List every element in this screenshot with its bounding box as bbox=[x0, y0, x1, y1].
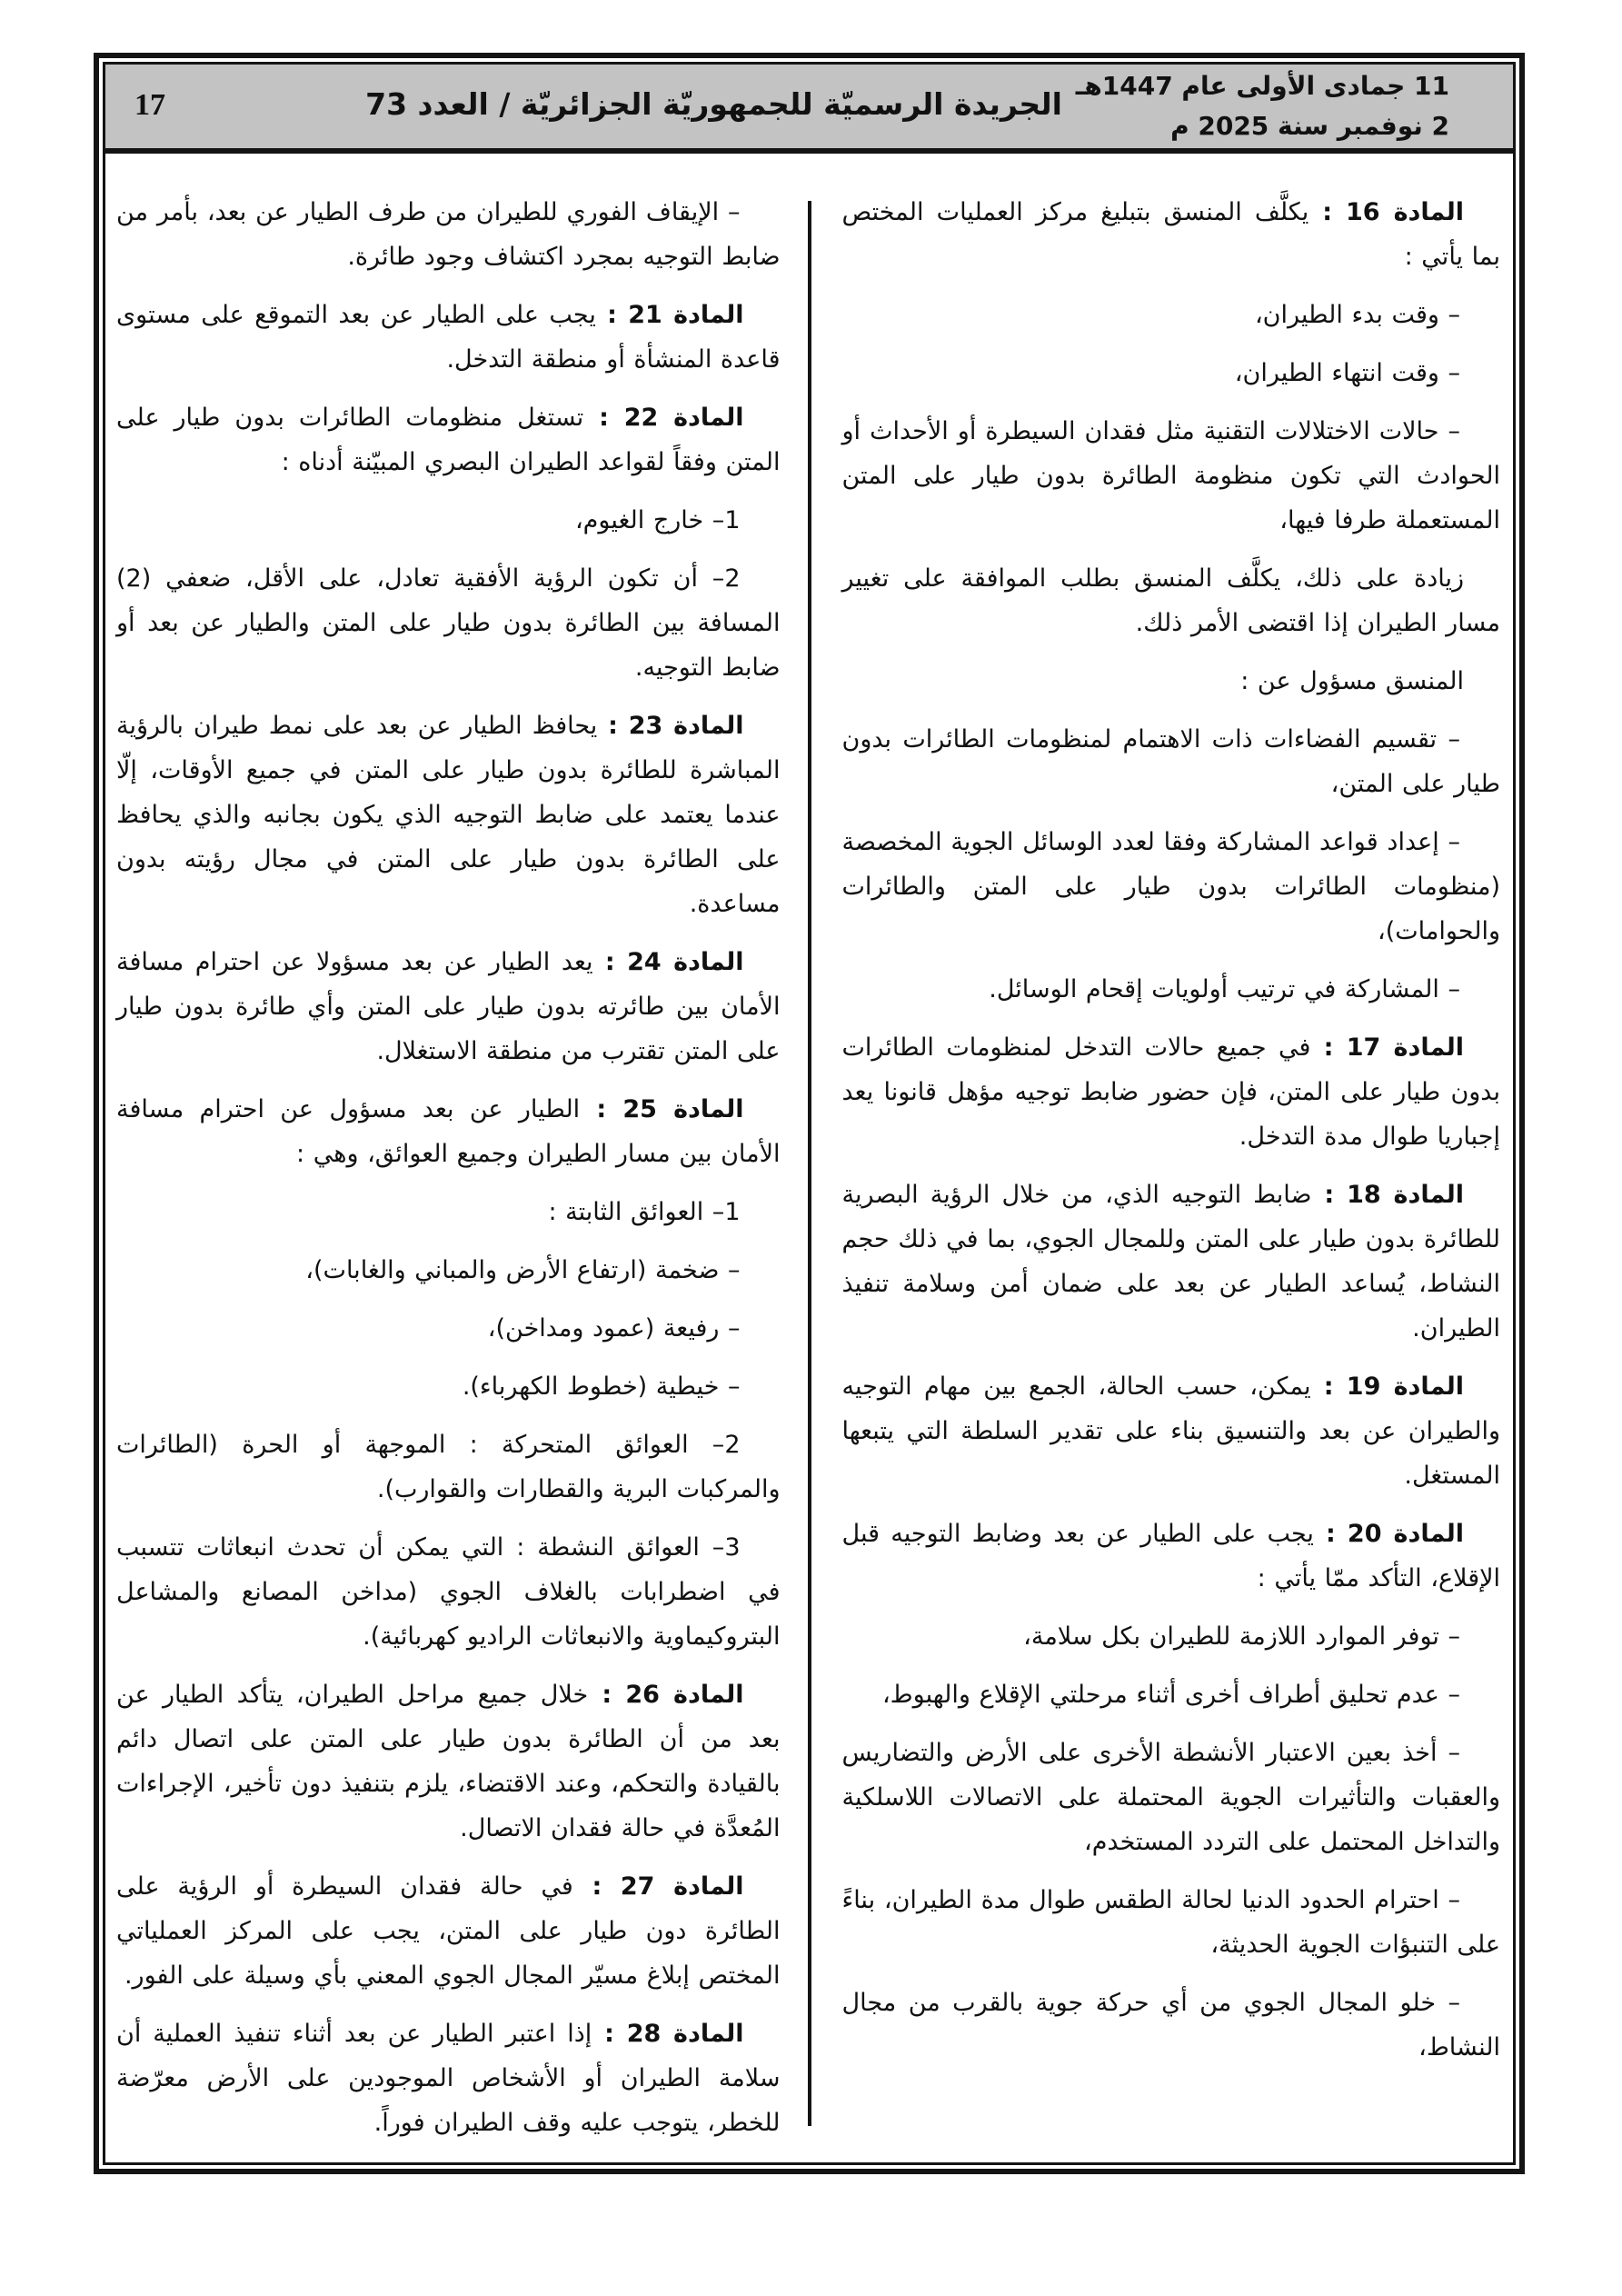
list-item-paragraph: – المشاركة في ترتيب أولويات إقحام الوسائل. bbox=[989, 975, 1460, 1003]
article-paragraph: المادة 17 : في جميع حالات التدخل لمنظومات الطائرات بدون طيار على المتن، فإن حضور ضابط توجيه مؤهل قانونا يعد إجباريا طوال مدة التدخل. bbox=[841, 1033, 1500, 1151]
article-number-label: المادة 25 : bbox=[580, 1095, 744, 1123]
article-number-label: المادة 28 : bbox=[592, 2020, 744, 2048]
page-number: 17 bbox=[134, 88, 165, 122]
article-paragraph: المادة 16 : يكلَّف المنسق بتبليغ مركز العمليات المختص بما يأتي : bbox=[841, 198, 1500, 271]
list-item-paragraph: – وقت بدء الطيران، bbox=[1254, 301, 1460, 329]
list-item-paragraph: 1– خارج الغيوم، bbox=[574, 506, 741, 534]
article-number-label: المادة 24 : bbox=[592, 948, 744, 976]
article-number-label: المادة 20 : bbox=[1313, 1520, 1464, 1548]
article-number-label: المادة 16 : bbox=[1309, 198, 1464, 226]
list-item-paragraph: – خلو المجال الجوي من أي حركة جوية بالقرب من مجال النشاط، bbox=[841, 1989, 1500, 2061]
article-paragraph: المادة 23 : يحافظ الطيار عن بعد على نمط طيران بالرؤية المباشرة للطائرة بدون طيار على المتن في جميع الأوقات، إلّا عندما يعتمد على ضابط التوجيه الذي يكون بجانبه والذي يحافظ على الطائرة بدون طيار على المتن في مجال رؤيته بدون مساعدة. bbox=[116, 712, 781, 918]
list-item-paragraph: – الإيقاف الفوري للطيران من طرف الطيار عن بعد، بأمر من ضابط التوجيه بمجرد اكتشاف وجود طائرة. bbox=[116, 198, 781, 271]
list-item-paragraph: – عدم تحليق أطراف أخرى أثناء مرحلتي الإقلاع والهبوط، bbox=[881, 1681, 1460, 1709]
page-header-band bbox=[105, 65, 1513, 154]
list-item-paragraph: – أخذ بعين الاعتبار الأنشطة الأخرى على الأرض والتضاريس والعقبات والتأثيرات الجوية المحتملة على الاتصالات اللاسلكية والتداخل المحتمل على التردد المستخدم، bbox=[841, 1739, 1500, 1856]
paragraph: زيادة على ذلك، يكلَّف المنسق بطلب الموافقة على تغيير مسار الطيران إذا اقتضى الأمر ذلك. bbox=[841, 564, 1500, 637]
article-paragraph: المادة 25 : الطيار عن بعد مسؤول عن احترام مسافة الأمان بين مسار الطيران وجميع العوائق، وهي : bbox=[116, 1095, 781, 1168]
issue-dates bbox=[1076, 66, 1449, 146]
article-paragraph: المادة 28 : إذا اعتبر الطيار عن بعد أثناء تنفيذ العملية أن سلامة الطيران أو الأشخاص الموجودين على الأرض معرّضة للخطر، يتوجب عليه وقف الطيران فوراً. bbox=[116, 2020, 781, 2137]
date-gregorian: 2 نوفمبر سنة 2025 م bbox=[1170, 111, 1449, 141]
list-item-paragraph: 2– أن تكون الرؤية الأفقية تعادل، على الأقل، ضعفي (2) المسافة بين الطائرة بدون طيار على المتن والطيار عن بعد أو ضابط التوجيه. bbox=[116, 564, 781, 682]
list-item-paragraph: – رفيعة (عمود ومداخن)، bbox=[487, 1314, 741, 1343]
list-item-paragraph: – تقسيم الفضاءات ذات الاهتمام لمنظومات الطائرات بدون طيار على المتن، bbox=[841, 725, 1500, 798]
page-outer-border bbox=[94, 53, 1525, 2174]
article-number-label: المادة 27 : bbox=[572, 1872, 744, 1901]
column-divider-rule bbox=[808, 201, 811, 2126]
article-paragraph: المادة 24 : يعد الطيار عن بعد مسؤولا عن احترام مسافة الأمان بين طائرته بدون طيار على المتن وأي طائرة بدون طيار على المتن تقترب من منطقة الاستغلال. bbox=[116, 948, 781, 1065]
article-number-label: المادة 19 : bbox=[1310, 1373, 1464, 1401]
column-left bbox=[105, 154, 810, 2162]
article-paragraph: المادة 26 : خلال جميع مراحل الطيران، يتأكد الطيار عن بعد من أن الطائرة بدون طيار على المتن على اتصال دائم بالقيادة والتحكم، وعند الاقتضاء، يلزم بتنفيذ دون تأخير، الإجراءات المُعدَّة في حالة فقدان الاتصال. bbox=[116, 1681, 781, 1842]
list-item-paragraph: – احترام الحدود الدنيا لحالة الطقس طوال مدة الطيران، بناءً على التنبؤات الجوية الحديثة، bbox=[841, 1886, 1500, 1959]
article-number-label: المادة 17 : bbox=[1310, 1033, 1464, 1062]
list-item-paragraph: – وقت انتهاء الطيران، bbox=[1234, 359, 1460, 387]
list-item-paragraph: 2– العوائق المتحركة : الموجهة أو الحرة (الطائرات والمركبات البرية والقطارات والقوارب). bbox=[116, 1431, 781, 1503]
list-item-paragraph: – خيطية (خطوط الكهرباء). bbox=[462, 1373, 741, 1401]
list-item-paragraph: 3– العوائق النشطة : التي يمكن أن تحدث انبعاثات تتسبب في اضطرابات بالغلاف الجوي (مداخن المصانع والمشاعل البتروكيماوية والانبعاثات الراديو كهربائية). bbox=[116, 1533, 781, 1651]
list-item-paragraph: – إعداد قواعد المشاركة وفقا لعدد الوسائل الجوية المخصصة (منظومات الطائرات بدون طيار على المتن والطائرات والحوامات)، bbox=[841, 828, 1500, 945]
list-item-paragraph: – توفر الموارد اللازمة للطيران بكل سلامة، bbox=[1023, 1622, 1460, 1651]
article-paragraph: المادة 21 : يجب على الطيار عن بعد التموقع على مستوى قاعدة المنشأة أو منطقة التدخل. bbox=[116, 301, 781, 374]
list-item-paragraph: 1– العوائق الثابتة : bbox=[548, 1198, 741, 1226]
gazette-title: الجريدة الرسميّة للجمهوريّة الجزائريّة / العدد 73 bbox=[365, 86, 1062, 122]
column-right bbox=[810, 154, 1514, 2162]
date-hijri: 11 جمادى الأولى عام 1447هـ bbox=[1075, 71, 1449, 101]
article-paragraph: المادة 22 : تستغل منظومات الطائرات بدون طيار على المتن وفقاً لقواعد الطيران البصري المبيّنة أدناه : bbox=[116, 404, 781, 476]
article-number-label: المادة 18 : bbox=[1311, 1181, 1464, 1209]
two-column-text-area bbox=[105, 154, 1513, 2162]
article-number-label: المادة 21 : bbox=[595, 301, 744, 329]
article-paragraph: المادة 20 : يجب على الطيار عن بعد وضابط التوجيه قبل الإقلاع، التأكد ممّا يأتي : bbox=[841, 1520, 1500, 1592]
list-item-paragraph: – حالات الاختلالات التقنية مثل فقدان السيطرة أو الأحداث أو الحوادث التي تكون منظومة الطائرة بدون طيار على المتن المستعملة طرفا فيها، bbox=[841, 417, 1500, 534]
list-item-paragraph: – ضخمة (ارتفاع الأرض والمباني والغابات)، bbox=[305, 1256, 741, 1284]
page-inner-border bbox=[103, 62, 1516, 2165]
article-paragraph: المادة 19 : يمكن، حسب الحالة، الجمع بين مهام التوجيه والطيران عن بعد والتنسيق بناء على تقدير السلطة التي يتبعها المستغل. bbox=[841, 1373, 1500, 1490]
article-number-label: المادة 26 : bbox=[588, 1681, 744, 1709]
article-number-label: المادة 23 : bbox=[597, 712, 744, 740]
article-paragraph: المادة 27 : في حالة فقدان السيطرة أو الرؤية على الطائرة دون طيار على المتن، يجب على المركز العملياتي المختص إبلاغ مسيّر المجال الجوي المعني بأي وسيلة على الفور. bbox=[116, 1872, 781, 1990]
paragraph: المنسق مسؤول عن : bbox=[1240, 667, 1464, 695]
article-number-label: المادة 22 : bbox=[583, 404, 744, 432]
article-paragraph: المادة 18 : ضابط التوجيه الذي، من خلال الرؤية البصرية للطائرة بدون طيار على المتن وللمجال الجوي، بما في ذلك حجم النشاط، يُساعد الطيار عن بعد على ضمان أمن وسلامة تنفيذ الطيران. bbox=[841, 1181, 1500, 1343]
